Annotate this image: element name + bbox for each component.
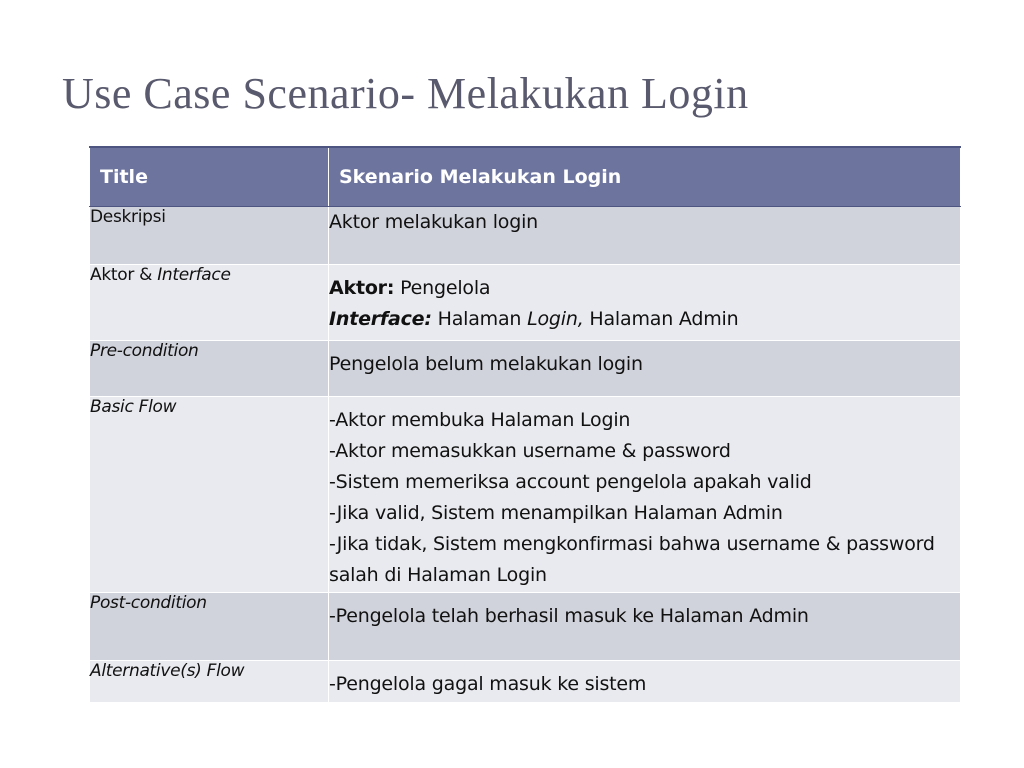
header-title-label: Title xyxy=(90,147,329,207)
basic-flow-label: Basic Flow xyxy=(90,397,329,593)
alternative-flow-label: Alternative(s) Flow xyxy=(90,661,329,703)
basic-flow-step: -Jika tidak, Sistem mengkonfirmasi bahwa username & password salah di Halaman Login xyxy=(329,533,935,586)
slide-title: Use Case Scenario- Melakukan Login xyxy=(62,69,749,118)
aktor-interface-label-italic: Interface xyxy=(157,265,231,285)
aktor-value: Pengelola xyxy=(394,277,491,299)
alternative-flow-value: -Pengelola gagal masuk ke sistem xyxy=(329,661,961,703)
deskripsi-label: Deskripsi xyxy=(90,207,329,265)
interface-key: Interface: xyxy=(329,308,432,330)
interface-value-a: Halaman xyxy=(431,308,528,330)
pre-condition-value: Pengelola belum melakukan login xyxy=(329,341,961,397)
deskripsi-value: Aktor melakukan login xyxy=(329,207,961,265)
pre-condition-label: Pre-condition xyxy=(90,341,329,397)
basic-flow-step: -Aktor membuka Halaman Login xyxy=(329,409,631,431)
row-aktor-interface xyxy=(90,265,961,341)
basic-flow-step: -Sistem memeriksa account pengelola apakah valid xyxy=(329,471,812,493)
row-pre-condition xyxy=(90,341,961,397)
table-header-row xyxy=(90,147,961,207)
basic-flow-step: -Jika valid, Sistem menampilkan Halaman Admin xyxy=(329,502,783,524)
post-condition-label: Post-condition xyxy=(90,593,329,661)
aktor-line xyxy=(329,273,960,304)
aktor-interface-label xyxy=(90,265,329,341)
interface-line xyxy=(329,304,960,335)
row-post-condition xyxy=(90,593,961,661)
interface-value-login: Login, xyxy=(527,308,584,330)
row-alternative-flow xyxy=(90,661,961,703)
aktor-key: Aktor: xyxy=(329,277,395,299)
header-title-value: Skenario Melakukan Login xyxy=(329,147,961,207)
row-basic-flow xyxy=(90,397,961,593)
aktor-interface-label-prefix: Aktor & xyxy=(90,265,158,285)
aktor-interface-value xyxy=(329,265,961,341)
row-deskripsi xyxy=(90,207,961,265)
basic-flow-steps xyxy=(329,397,961,593)
post-condition-value: -Pengelola telah berhasil masuk ke Halaman Admin xyxy=(329,593,961,661)
interface-value-b: Halaman Admin xyxy=(583,308,739,330)
basic-flow-step: -Aktor memasukkan username & password xyxy=(329,440,731,462)
use-case-table xyxy=(89,146,961,703)
